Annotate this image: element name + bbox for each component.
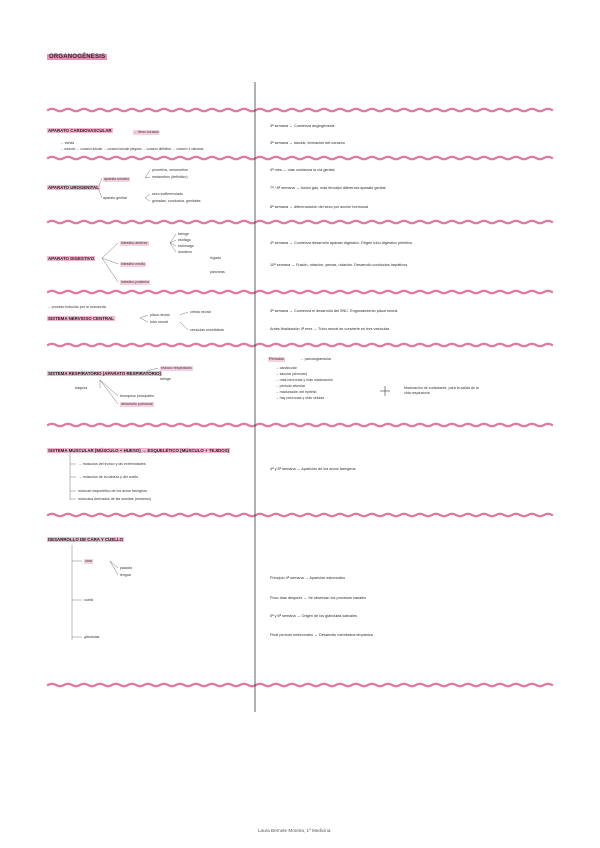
branch-line: [102, 243, 118, 258]
digestivo-fact-1: 4ª semana → Comienza desarrollo aparato digestivo. Origen tubo digestivo primitivo: [270, 241, 412, 245]
cara-fact-2: Poco días después → Se observan los procesos nasales: [270, 596, 367, 600]
branch-line: [180, 322, 188, 330]
respiratorio-period-4: → más neuronas y más maduración: [275, 378, 333, 382]
cara-note-4: lengua: [120, 573, 131, 577]
cardio-fact-1: 3ª semana → Comienza angiogénesis: [270, 124, 335, 128]
musculo-fact-1: 4ª y 5ª semana → Aparición de los arcos faríngeos: [270, 467, 356, 471]
respiratorio-period-3: → sacular (alveolar): [275, 372, 308, 376]
musculo-note-4: músculos derivados de las somitas (miotomo): [78, 497, 151, 501]
respiratorio-period-6: → maduración del epitelio: [275, 390, 317, 394]
branch-line: [100, 380, 118, 404]
wavy-divider: [48, 157, 552, 159]
respiratorio-periods-title: Periodos: [269, 357, 284, 361]
digestivo-fact-2: 10ª semana → Fusión, rotación, yemas, rotación. Desarrollo conductos hepáticos: [270, 263, 408, 267]
nervioso-note-4: cresta neural: [190, 310, 211, 314]
urogenital-fact-1: 4ª mes → más comienza la vía genital: [270, 168, 335, 172]
cara-note-3: paladar: [120, 566, 132, 570]
cara-fact-1: Principio 4ª semana → Aparición estomodeo: [270, 576, 346, 580]
nervioso-note-2: placa neural: [150, 313, 170, 317]
respiratorio-note-5: desarrollo pulmonar: [121, 402, 153, 406]
section-heading-urogenital: APARATO UROGENITAL: [48, 185, 99, 190]
wavy-divider: [48, 291, 552, 293]
nervioso-note-1: → proceso inducido por la notocorda: [47, 305, 106, 309]
musculo-note-1: → músculos del tronco y las extremidades: [78, 462, 146, 466]
digestivo-note-5: esófago: [178, 238, 191, 242]
musculo-note-2: → músculos de la cabeza y del cuello: [78, 475, 139, 479]
digestivo-note-7: duodeno: [178, 250, 192, 254]
section-heading-digestivo: APARATO DIGESTIVO: [48, 256, 95, 261]
urogenital-note-3: pronefros, mesonefros: [152, 168, 188, 172]
digestivo-note-4: faringe: [178, 232, 189, 236]
section-heading-cardiovascular: APARATO CARDIOVASCULAR: [48, 128, 112, 133]
digestivo-note-3: intestino posterior: [121, 280, 150, 284]
urogenital-fact-3: 8ª semana → diferenciación del sexo por acción hormonal: [270, 205, 369, 209]
respiratorio-note-4: bronquios principales: [120, 394, 154, 398]
cardio-note-1: → ritmo corazón: [133, 130, 160, 134]
section-heading-muscular: SISTEMA MUSCULAR (MÚSCULO + HUESO) → ESQUELÉTICO (MÚSCULO + TEJIDOS): [48, 448, 230, 453]
urogenital-note-5: sexo indiferenciado: [152, 192, 183, 196]
wavy-divider: [48, 684, 552, 686]
cara-fact-3: 5ª y 6ª semana → Origen de los glándulas salivales: [270, 614, 358, 618]
urogenital-note-6: gónadas, conductos, genitales: [152, 199, 201, 203]
respiratorio-period-2: → canalicular: [275, 366, 297, 370]
cara-fact-4: Final periodo embrionario → Desarrollo membrana timpánica: [270, 633, 373, 637]
respiratorio-note-2: laringe: [160, 377, 171, 381]
section-heading-nervioso: SISTEMA NERVIOSO CENTRAL: [48, 316, 114, 321]
branch-line: [140, 318, 148, 322]
branch-line: [145, 198, 150, 201]
wavy-divider: [48, 514, 552, 516]
wavy-divider: [48, 221, 552, 223]
cara-note-1: cara: [85, 559, 92, 563]
nervioso-note-3: tubo neural: [150, 320, 168, 324]
cardio-fact-2: 3ª semana → tubular, formación del corazón: [270, 141, 345, 145]
respiratorio-period-1: → pseudoglandular: [300, 357, 332, 361]
branch-line: [102, 258, 118, 264]
musculo-note-3: músculo esquelético de los arcos faríngeos: [78, 489, 147, 493]
cardio-note-2: → venas: [60, 141, 75, 145]
footer-author: Laura Bernete Moreira, 1º Medicina: [258, 828, 331, 833]
branch-line: [110, 561, 118, 568]
respiratorio-period-5: → periodo alveolar: [275, 384, 306, 388]
nervioso-fact-1: 3ª semana → Comienza el desarrollo del SNC. Engrosamiento placa neural: [270, 309, 398, 313]
nervioso-fact-2: Antes finalización 4ª mes → Tubo neural se convierte en tres vesículas: [270, 327, 390, 331]
cara-note-2: cuello: [84, 598, 94, 602]
urogenital-fact-2: 7ª / 8ª semana → fusión gás, más fenotipo diferencia aparato genital: [270, 186, 386, 190]
nervioso-note-5: vesículas encefálicas: [190, 328, 224, 332]
respiratorio-plus-note: Maduración de surfactante, para la salida de la vida respiratoria: [404, 386, 479, 395]
branch-line: [145, 170, 150, 178]
wavy-divider: [48, 424, 552, 426]
digestivo-note-8: hígado: [210, 256, 221, 260]
respiratorio-note-3: tráquea: [75, 386, 88, 390]
respiratorio-period-7: → hay neuronas y más células: [275, 396, 325, 400]
cara-note-5: glándulas: [84, 635, 100, 639]
branch-line: [140, 315, 148, 318]
plus-sign: [380, 386, 390, 396]
urogenital-note-4: metanefros (definitivo): [152, 175, 188, 179]
digestivo-note-6: estómago: [178, 244, 194, 248]
wavy-divider: [48, 109, 552, 111]
section-heading-cara-cuello: DESARROLLO DE CARA Y CUELLO: [48, 537, 124, 542]
branch-line: [145, 194, 150, 198]
branch-line: [180, 312, 188, 315]
branch-line: [110, 561, 118, 575]
wavy-divider: [48, 344, 552, 346]
digestivo-note-1: intestino anterior: [121, 241, 148, 245]
urogenital-note-1: aparato urinario: [104, 177, 130, 181]
cardio-note-3: → corazón → corazón tubular → corazón tubular plegado → corazón definitivo → corazón 4 cámaras: [60, 147, 204, 151]
digestivo-note-2: intestino medio: [121, 262, 146, 266]
section-heading-respiratorio: SISTEMA RESPIRATORIO (APARATO RESPIRATORIO): [48, 371, 161, 376]
page-title: ORGANOGÉNESIS: [49, 54, 106, 60]
urogenital-note-2: aparato genital: [103, 196, 127, 200]
branch-line: [102, 258, 118, 282]
respiratorio-note-1: esbozo respiratorio: [161, 366, 192, 370]
branch-line: [100, 380, 118, 396]
digestivo-note-9: páncreas: [210, 270, 225, 274]
